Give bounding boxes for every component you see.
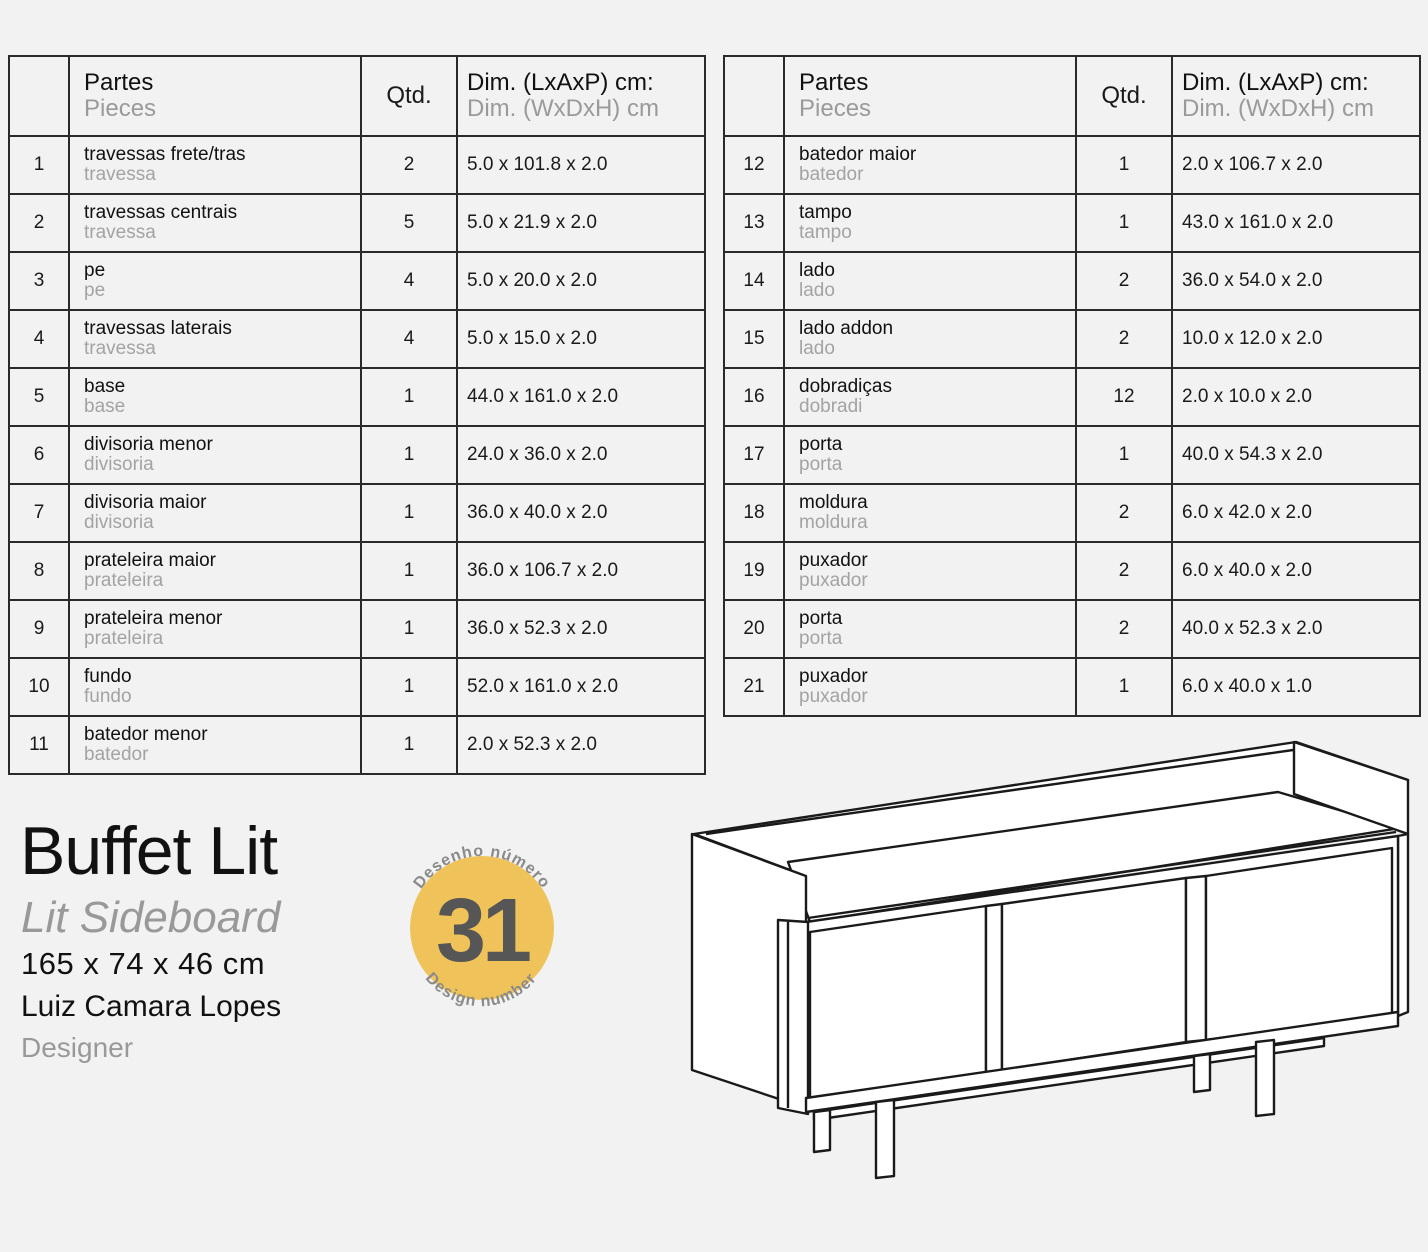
part-dimensions: 6.0 x 40.0 x 2.0 (1172, 542, 1420, 600)
part-name-cell (784, 600, 1076, 658)
designer-name: Luiz Camara Lopes (21, 990, 282, 1023)
part-number: 5 (9, 368, 69, 426)
table-row (9, 484, 705, 542)
header-qty: Qtd. (1076, 56, 1172, 136)
part-name-pt: batedor menor (84, 724, 208, 745)
part-number: 20 (724, 600, 784, 658)
table-row (9, 600, 705, 658)
table-row (724, 310, 1420, 368)
part-name-cell (69, 658, 361, 716)
part-name-en: prateleira (84, 570, 164, 591)
table-row (9, 716, 705, 774)
part-name-pt: lado (799, 260, 835, 281)
part-dimensions: 43.0 x 161.0 x 2.0 (1172, 194, 1420, 252)
door-divider-2 (1186, 876, 1206, 1042)
part-name-pt: travessas laterais (84, 318, 232, 339)
part-number: 11 (9, 716, 69, 774)
table-row (724, 426, 1420, 484)
part-name-pt: travessas centrais (84, 202, 238, 223)
part-name-pt: tampo (799, 202, 852, 223)
part-qty: 1 (361, 600, 457, 658)
product-title: Buffet Lit (20, 813, 278, 889)
part-dimensions: 5.0 x 101.8 x 2.0 (457, 136, 705, 194)
part-number: 7 (9, 484, 69, 542)
table-row (9, 252, 705, 310)
part-name-pt: pe (84, 260, 106, 281)
part-dimensions: 36.0 x 106.7 x 2.0 (457, 542, 705, 600)
part-name-cell (784, 310, 1076, 368)
part-name-cell (784, 658, 1076, 716)
table-row (724, 484, 1420, 542)
part-name-cell (69, 310, 361, 368)
table-row (9, 368, 705, 426)
table-row (724, 194, 1420, 252)
header-parts (784, 56, 1076, 136)
part-number: 4 (9, 310, 69, 368)
part-number: 15 (724, 310, 784, 368)
part-number: 2 (9, 194, 69, 252)
table-row (724, 252, 1420, 310)
part-dimensions: 36.0 x 54.0 x 2.0 (1172, 252, 1420, 310)
part-name-cell (784, 484, 1076, 542)
door-divider-1 (986, 904, 1002, 1072)
part-number: 9 (9, 600, 69, 658)
part-dimensions: 2.0 x 106.7 x 2.0 (1172, 136, 1420, 194)
part-number: 21 (724, 658, 784, 716)
door-left (810, 906, 986, 1098)
part-name-pt: travessas frete/tras (84, 144, 246, 165)
part-qty: 4 (361, 310, 457, 368)
product-subtitle: Lit Sideboard (21, 893, 281, 942)
leg-front-right (1256, 1040, 1274, 1116)
table-row (724, 542, 1420, 600)
table-row (9, 658, 705, 716)
part-name-en: divisoria (84, 512, 154, 533)
table-row (724, 368, 1420, 426)
design-number-badge (396, 836, 566, 1026)
part-qty: 1 (1076, 658, 1172, 716)
sideboard-line-drawing (688, 736, 1414, 1180)
part-qty: 2 (1076, 542, 1172, 600)
part-name-en: batedor (799, 164, 864, 185)
part-qty: 1 (1076, 136, 1172, 194)
badge-number: 31 (435, 881, 529, 981)
part-number: 1 (9, 136, 69, 194)
part-name-cell (784, 542, 1076, 600)
header-parts-pt: Partes (799, 69, 869, 96)
designer-role: Designer (21, 1032, 134, 1063)
part-dimensions: 10.0 x 12.0 x 2.0 (1172, 310, 1420, 368)
part-name-en: moldura (799, 512, 868, 533)
part-dimensions: 5.0 x 21.9 x 2.0 (457, 194, 705, 252)
part-number: 17 (724, 426, 784, 484)
header-dim-pt: Dim. (LxAxP) cm: (467, 69, 654, 96)
part-name-en: porta (799, 454, 843, 475)
part-qty: 1 (1076, 194, 1172, 252)
part-name-en: tampo (799, 222, 852, 243)
part-name-en: puxador (799, 570, 868, 591)
part-name-en: batedor (84, 744, 149, 765)
table-row (724, 600, 1420, 658)
part-name-cell (784, 368, 1076, 426)
header-dim-pt: Dim. (LxAxP) cm: (1182, 69, 1369, 96)
header-dimensions (457, 56, 705, 136)
part-number: 18 (724, 484, 784, 542)
part-name-en: travessa (84, 164, 156, 185)
part-name-cell (69, 426, 361, 484)
part-name-pt: porta (799, 608, 843, 629)
part-dimensions: 36.0 x 52.3 x 2.0 (457, 600, 705, 658)
part-name-pt: prateleira maior (84, 550, 216, 571)
part-name-en: lado (799, 280, 835, 301)
parts-table-left (8, 55, 706, 775)
part-name-cell (69, 484, 361, 542)
part-dimensions: 44.0 x 161.0 x 2.0 (457, 368, 705, 426)
part-name-en: puxador (799, 686, 868, 707)
part-dimensions: 2.0 x 10.0 x 2.0 (1172, 368, 1420, 426)
part-qty: 1 (361, 716, 457, 774)
part-name-cell (69, 600, 361, 658)
part-qty: 1 (361, 658, 457, 716)
part-number: 12 (724, 136, 784, 194)
part-name-en: pe (84, 280, 106, 301)
part-dimensions: 40.0 x 52.3 x 2.0 (1172, 600, 1420, 658)
part-qty: 2 (1076, 310, 1172, 368)
table-header-row (724, 56, 1420, 136)
part-name-en: divisoria (84, 454, 154, 475)
badge-top-text: Desenho número (410, 842, 554, 892)
part-number: 3 (9, 252, 69, 310)
table-row (724, 658, 1420, 716)
part-number: 14 (724, 252, 784, 310)
part-name-pt: moldura (799, 492, 868, 513)
part-name-pt: divisoria maior (84, 492, 207, 513)
part-name-en: prateleira (84, 628, 164, 649)
table-row (9, 310, 705, 368)
header-dimensions (1172, 56, 1420, 136)
part-name-en: dobradi (799, 396, 863, 417)
part-qty: 1 (1076, 426, 1172, 484)
badge-bottom-text: Design number (421, 969, 541, 1011)
header-dim-en: Dim. (WxDxH) cm (1182, 95, 1374, 122)
header-dim-en: Dim. (WxDxH) cm (467, 95, 659, 122)
leg-front-left-short (814, 1110, 830, 1152)
door-right (1206, 848, 1392, 1040)
part-name-pt: puxador (799, 666, 868, 687)
part-name-cell (69, 542, 361, 600)
table-row (9, 542, 705, 600)
part-dimensions: 36.0 x 40.0 x 2.0 (457, 484, 705, 542)
part-qty: 5 (361, 194, 457, 252)
part-name-en: travessa (84, 338, 156, 359)
part-dimensions: 24.0 x 36.0 x 2.0 (457, 426, 705, 484)
part-name-en: base (84, 396, 126, 417)
part-name-pt: divisoria menor (84, 434, 213, 455)
part-qty: 1 (361, 484, 457, 542)
part-qty: 2 (1076, 600, 1172, 658)
part-name-cell (784, 136, 1076, 194)
part-dimensions: 5.0 x 20.0 x 2.0 (457, 252, 705, 310)
part-qty: 1 (361, 542, 457, 600)
part-name-pt: fundo (84, 666, 132, 687)
part-name-pt: base (84, 376, 126, 397)
part-dimensions: 6.0 x 42.0 x 2.0 (1172, 484, 1420, 542)
product-dimensions: 165 x 74 x 46 cm (21, 946, 266, 981)
part-number: 13 (724, 194, 784, 252)
part-name-en: porta (799, 628, 843, 649)
part-name-cell (784, 426, 1076, 484)
header-parts (69, 56, 361, 136)
table-row (724, 136, 1420, 194)
door-center (1002, 878, 1186, 1070)
part-name-cell (69, 194, 361, 252)
leg-front-left (876, 1100, 894, 1178)
part-qty: 2 (1076, 252, 1172, 310)
part-number: 6 (9, 426, 69, 484)
part-qty: 1 (361, 368, 457, 426)
part-name-cell (784, 194, 1076, 252)
part-dimensions: 40.0 x 54.3 x 2.0 (1172, 426, 1420, 484)
part-name-cell (784, 252, 1076, 310)
part-number: 8 (9, 542, 69, 600)
part-name-cell (69, 716, 361, 774)
part-dimensions: 6.0 x 40.0 x 1.0 (1172, 658, 1420, 716)
header-parts-en: Pieces (84, 95, 157, 122)
header-number (724, 56, 784, 136)
part-name-cell (69, 368, 361, 426)
parts-table-right (723, 55, 1421, 717)
part-qty: 4 (361, 252, 457, 310)
part-name-pt: dobradiças (799, 376, 892, 397)
header-parts-pt: Partes (84, 69, 154, 96)
table-row (9, 136, 705, 194)
part-number: 10 (9, 658, 69, 716)
header-number (9, 56, 69, 136)
header-parts-en: Pieces (799, 95, 872, 122)
part-name-cell (69, 136, 361, 194)
part-number: 19 (724, 542, 784, 600)
part-dimensions: 52.0 x 161.0 x 2.0 (457, 658, 705, 716)
part-qty: 1 (361, 426, 457, 484)
table-row (9, 426, 705, 484)
part-name-pt: lado addon (799, 318, 894, 339)
part-name-pt: batedor maior (799, 144, 917, 165)
part-qty: 12 (1076, 368, 1172, 426)
part-dimensions: 2.0 x 52.3 x 2.0 (457, 716, 705, 774)
table-row (9, 194, 705, 252)
part-qty: 2 (361, 136, 457, 194)
header-qty: Qtd. (361, 56, 457, 136)
part-name-en: lado (799, 338, 835, 359)
table-header-row (9, 56, 705, 136)
part-qty: 2 (1076, 484, 1172, 542)
part-name-cell (69, 252, 361, 310)
part-name-pt: puxador (799, 550, 868, 571)
part-name-en: travessa (84, 222, 156, 243)
leg-back-right-short (1194, 1054, 1210, 1092)
left-molding (778, 920, 808, 1114)
part-name-pt: porta (799, 434, 843, 455)
part-name-en: fundo (84, 686, 132, 707)
part-name-pt: prateleira menor (84, 608, 223, 629)
part-number: 16 (724, 368, 784, 426)
right-edge (1398, 834, 1408, 1016)
part-dimensions: 5.0 x 15.0 x 2.0 (457, 310, 705, 368)
